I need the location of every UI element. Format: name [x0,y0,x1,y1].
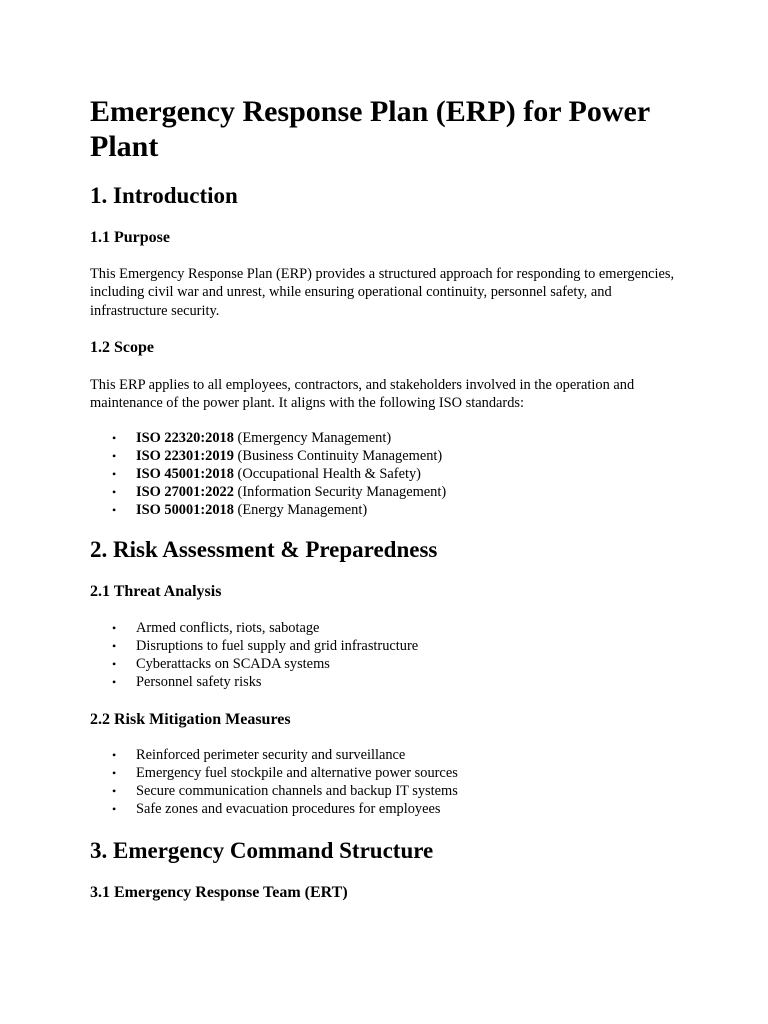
iso-standards-list [90,430,680,520]
document-title: Emergency Response Plan (ERP) for Power Plant [90,95,650,163]
list-item-text: Armed conflicts, riots, sabotage [136,620,320,636]
standard-description: (Occupational Health & Safety) [233,465,421,482]
list-item-text: Secure communication channels and backup IT systems [136,782,458,799]
bullet-icon: • [112,801,117,816]
list-item [90,620,680,638]
standard-description: (Energy Management) [233,501,368,518]
bullet-icon: • [112,431,117,445]
bullet-icon: • [112,502,117,517]
list-item-text: Emergency fuel stockpile and alternative power sources [136,764,458,781]
bullet-icon: • [112,621,117,635]
subsection-heading-purpose: 1.1 Purpose [90,229,170,246]
bullet-icon: • [112,656,117,671]
standard-description: (Emergency Management) [233,430,392,446]
scope-paragraph: This ERP applies to all employees, contractors, and stakeholders involved in the operation and maintenance of the power plant. It aligns with the following ISO standards: [90,377,635,412]
bullet-icon: • [112,466,117,481]
subsection-heading-ert: 3.1 Emergency Response Team (ERT) [90,884,348,901]
subsection-heading-threat-analysis: 2.1 Threat Analysis [90,583,222,600]
list-item-text: Safe zones and evacuation procedures for employees [136,800,441,817]
bullet-icon: • [112,638,117,653]
list-item [90,747,680,765]
bullet-icon: • [112,484,117,499]
standard-description: (Information Security Management) [233,483,447,500]
list-item [90,801,680,819]
list-item [90,783,680,801]
list-item-text: Personnel safety risks [136,673,262,690]
purpose-paragraph: This Emergency Response Plan (ERP) provides a structured approach for responding to emergencies, including civil war and unrest, while ensuring operational continuity, personnel safety, and infrastructure security. [90,266,675,319]
list-item [90,765,680,783]
standard-code: ISO 45001:2018 [136,465,234,482]
list-item [90,674,680,692]
list-item [90,638,680,656]
list-item [90,656,680,674]
standard-code: ISO 22320:2018 [136,430,234,446]
standard-code: ISO 22301:2019 [136,447,234,464]
threat-list [90,620,680,692]
section-heading-command-structure: 3. Emergency Command Structure [90,838,434,863]
bullet-icon: • [112,748,117,762]
standard-description: (Business Continuity Management) [233,447,443,464]
list-item [90,484,680,502]
subsection-heading-scope: 1.2 Scope [90,339,154,356]
list-item-text: Disruptions to fuel supply and grid infrastructure [136,637,419,654]
list-item [90,466,680,484]
standard-code: ISO 50001:2018 [136,501,234,518]
section-heading-introduction: 1. Introduction [90,183,238,208]
mitigation-list [90,747,680,819]
bullet-icon: • [112,765,117,780]
subsection-heading-risk-mitigation: 2.2 Risk Mitigation Measures [90,711,291,728]
bullet-icon: • [112,783,117,798]
list-item-text: Cyberattacks on SCADA systems [136,655,330,672]
section-heading-risk-assessment: 2. Risk Assessment & Preparedness [90,537,438,562]
list-item [90,502,680,520]
bullet-icon: • [112,674,117,689]
list-item [90,448,680,466]
bullet-icon: • [112,448,117,463]
list-item [90,430,680,448]
standard-code: ISO 27001:2022 [136,483,234,500]
list-item-text: Reinforced perimeter security and surveillance [136,747,406,763]
